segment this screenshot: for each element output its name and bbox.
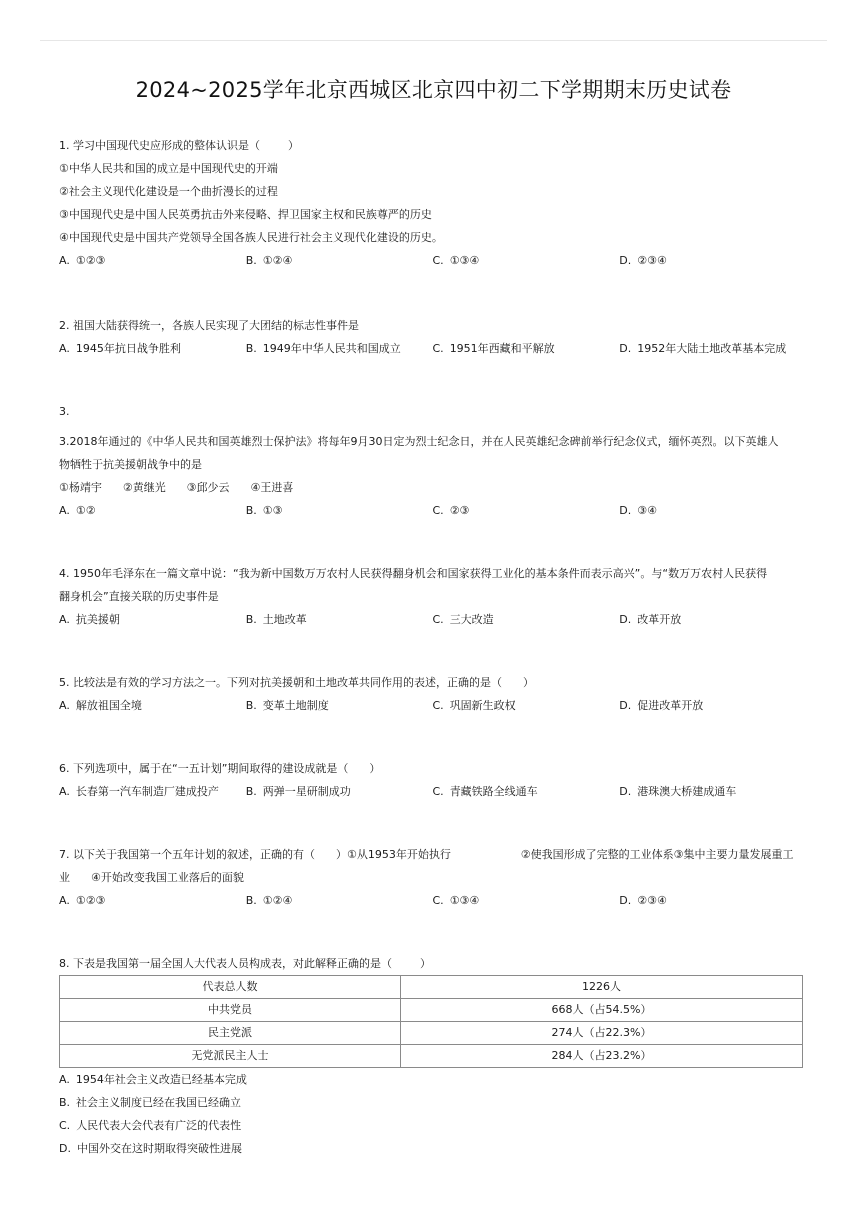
delegate-composition-table — [59, 975, 803, 1068]
option-d[interactable]: D. 中国外交在这时期取得突破性进展 — [59, 1142, 242, 1155]
question-stem: 5. 比较法是有效的学习方法之一。下列对抗美援朝和土地改革共同作用的表述，正确的是（ ） — [59, 676, 534, 689]
option-d[interactable]: D. ③④ — [619, 504, 657, 517]
question-7 — [59, 843, 806, 912]
option-c[interactable]: C. 三大改造 — [432, 613, 494, 626]
option-a[interactable]: A. 1945年抗日战争胜利 — [59, 342, 181, 355]
option-c[interactable]: C. 青藏铁路全线通车 — [432, 785, 538, 798]
option-a[interactable]: A. 抗美援朝 — [59, 613, 120, 626]
statement-item: ③中国现代史是中国人民英勇抗击外来侵略、捍卫国家主权和民族尊严的历史 — [59, 208, 432, 221]
question-stem: 物牺牲于抗美援朝战争中的是 — [59, 458, 202, 471]
question-6 — [59, 757, 806, 803]
option-b[interactable]: B. 1949年中华人民共和国成立 — [245, 342, 401, 355]
option-b[interactable]: B. ①②④ — [245, 254, 293, 267]
option-b[interactable]: B. 两弹一星研制成功 — [245, 785, 351, 798]
question-5 — [59, 671, 806, 717]
question-3 — [59, 400, 806, 522]
option-d[interactable]: D. 改革开放 — [619, 613, 682, 626]
option-c[interactable]: C. 巩固新生政权 — [432, 699, 516, 712]
statement-item: ④中国现代史是中国共产党领导全国各族人民进行社会主义现代化建设的历史。 — [59, 231, 443, 244]
option-a[interactable]: A. 长春第一汽车制造厂建成投产 — [59, 785, 219, 798]
option-b[interactable]: B. 土地改革 — [245, 613, 307, 626]
table-cell: 代表总人数 — [60, 976, 401, 999]
page-title: 2024~2025学年北京西城区北京四中初二下学期期末历史试卷 — [135, 78, 732, 102]
question-8 — [59, 952, 806, 1160]
table-cell: 民主党派 — [60, 1022, 401, 1045]
options-row — [59, 249, 806, 272]
exam-content — [59, 134, 806, 1160]
option-a[interactable]: A. ①② — [59, 504, 96, 517]
question-stem: 业 ④开始改变我国工业落后的面貌 — [59, 871, 244, 884]
question-stem: 3.2018年通过的《中华人民共和国英雄烈士保护法》将每年9月30日定为烈士纪念日，并在人民英雄纪念碑前举行纪念仪式，缅怀英烈。以下英雄人 — [59, 435, 779, 448]
question-stem: 6. 下列选项中，属于在“一五计划”期间取得的建设成就是（ ） — [59, 762, 381, 775]
option-a[interactable]: A. 1954年社会主义改造已经基本完成 — [59, 1073, 247, 1086]
table-row — [60, 1022, 803, 1045]
option-b[interactable]: B. 社会主义制度已经在我国已经确立 — [59, 1096, 242, 1109]
statement-items: ①杨靖宇 ②黄继光 ③邱少云 ④王进喜 — [59, 481, 294, 494]
option-d[interactable]: D. 港珠澳大桥建成通车 — [619, 785, 737, 798]
option-b[interactable]: B. ①②④ — [245, 894, 293, 907]
table-row — [60, 976, 803, 999]
table-cell: 274人（占22.3%） — [401, 1022, 803, 1045]
question-1 — [59, 134, 806, 272]
option-b[interactable]: B. 变革土地制度 — [245, 699, 329, 712]
question-2 — [59, 314, 806, 360]
option-d[interactable]: D. ②③④ — [619, 254, 667, 267]
table-cell: 1226人 — [401, 976, 803, 999]
top-divider — [40, 40, 827, 41]
option-a[interactable]: A. 解放祖国全境 — [59, 699, 142, 712]
table-cell: 中共党员 — [60, 999, 401, 1022]
options-row — [59, 499, 806, 522]
option-d[interactable]: D. ②③④ — [619, 894, 667, 907]
table-cell: 无党派民主人士 — [60, 1045, 401, 1068]
options-row — [59, 780, 806, 803]
question-number: 3. — [59, 405, 70, 418]
option-d[interactable]: D. 1952年大陆土地改革基本完成 — [619, 342, 787, 355]
option-a[interactable]: A. ①②③ — [59, 254, 106, 267]
question-stem: 8. 下表是我国第一届全国人大代表人员构成表，对此解释正确的是（ ） — [59, 957, 431, 970]
options-row — [59, 889, 806, 912]
statement-item: ②社会主义现代化建设是一个曲折漫长的过程 — [59, 185, 278, 198]
option-c[interactable]: C. ②③ — [432, 504, 470, 517]
statement-item: ①中华人民共和国的成立是中国现代史的开端 — [59, 162, 278, 175]
option-a[interactable]: A. ①②③ — [59, 894, 106, 907]
table-row — [60, 1045, 803, 1068]
options-grid — [59, 1068, 806, 1160]
question-stem: 4. 1950年毛泽东在一篇文章中说：“我为新中国数万万农村人民获得翻身机会和国家获得工业化的基本条件而表示高兴”。与“数万万农村人民获得 — [59, 567, 768, 580]
option-c[interactable]: C. ①③④ — [432, 894, 480, 907]
option-c[interactable]: C. ①③④ — [432, 254, 480, 267]
table-cell: 668人（占54.5%） — [401, 999, 803, 1022]
option-c[interactable]: C. 1951年西藏和平解放 — [432, 342, 555, 355]
table-row — [60, 999, 803, 1022]
question-stem: 翻身机会”直接关联的历史事件是 — [59, 590, 219, 603]
option-b[interactable]: B. ①③ — [245, 504, 283, 517]
question-4 — [59, 562, 806, 631]
options-row — [59, 337, 806, 360]
options-row — [59, 608, 806, 631]
table-cell: 284人（占23.2%） — [401, 1045, 803, 1068]
option-d[interactable]: D. 促进改革开放 — [619, 699, 704, 712]
option-c[interactable]: C. 人民代表大会代表有广泛的代表性 — [59, 1119, 242, 1132]
question-stem: 1. 学习中国现代史应形成的整体认识是（ ） — [59, 139, 299, 152]
question-stem: 7. 以下关于我国第一个五年计划的叙述，正确的有（ ）①从1953年开始执行 ②使我国形成了完整的工业体系③集中主要力量发展重工 — [59, 848, 794, 861]
options-row — [59, 694, 806, 717]
question-stem: 2. 祖国大陆获得统一，各族人民实现了大团结的标志性事件是 — [59, 319, 359, 332]
